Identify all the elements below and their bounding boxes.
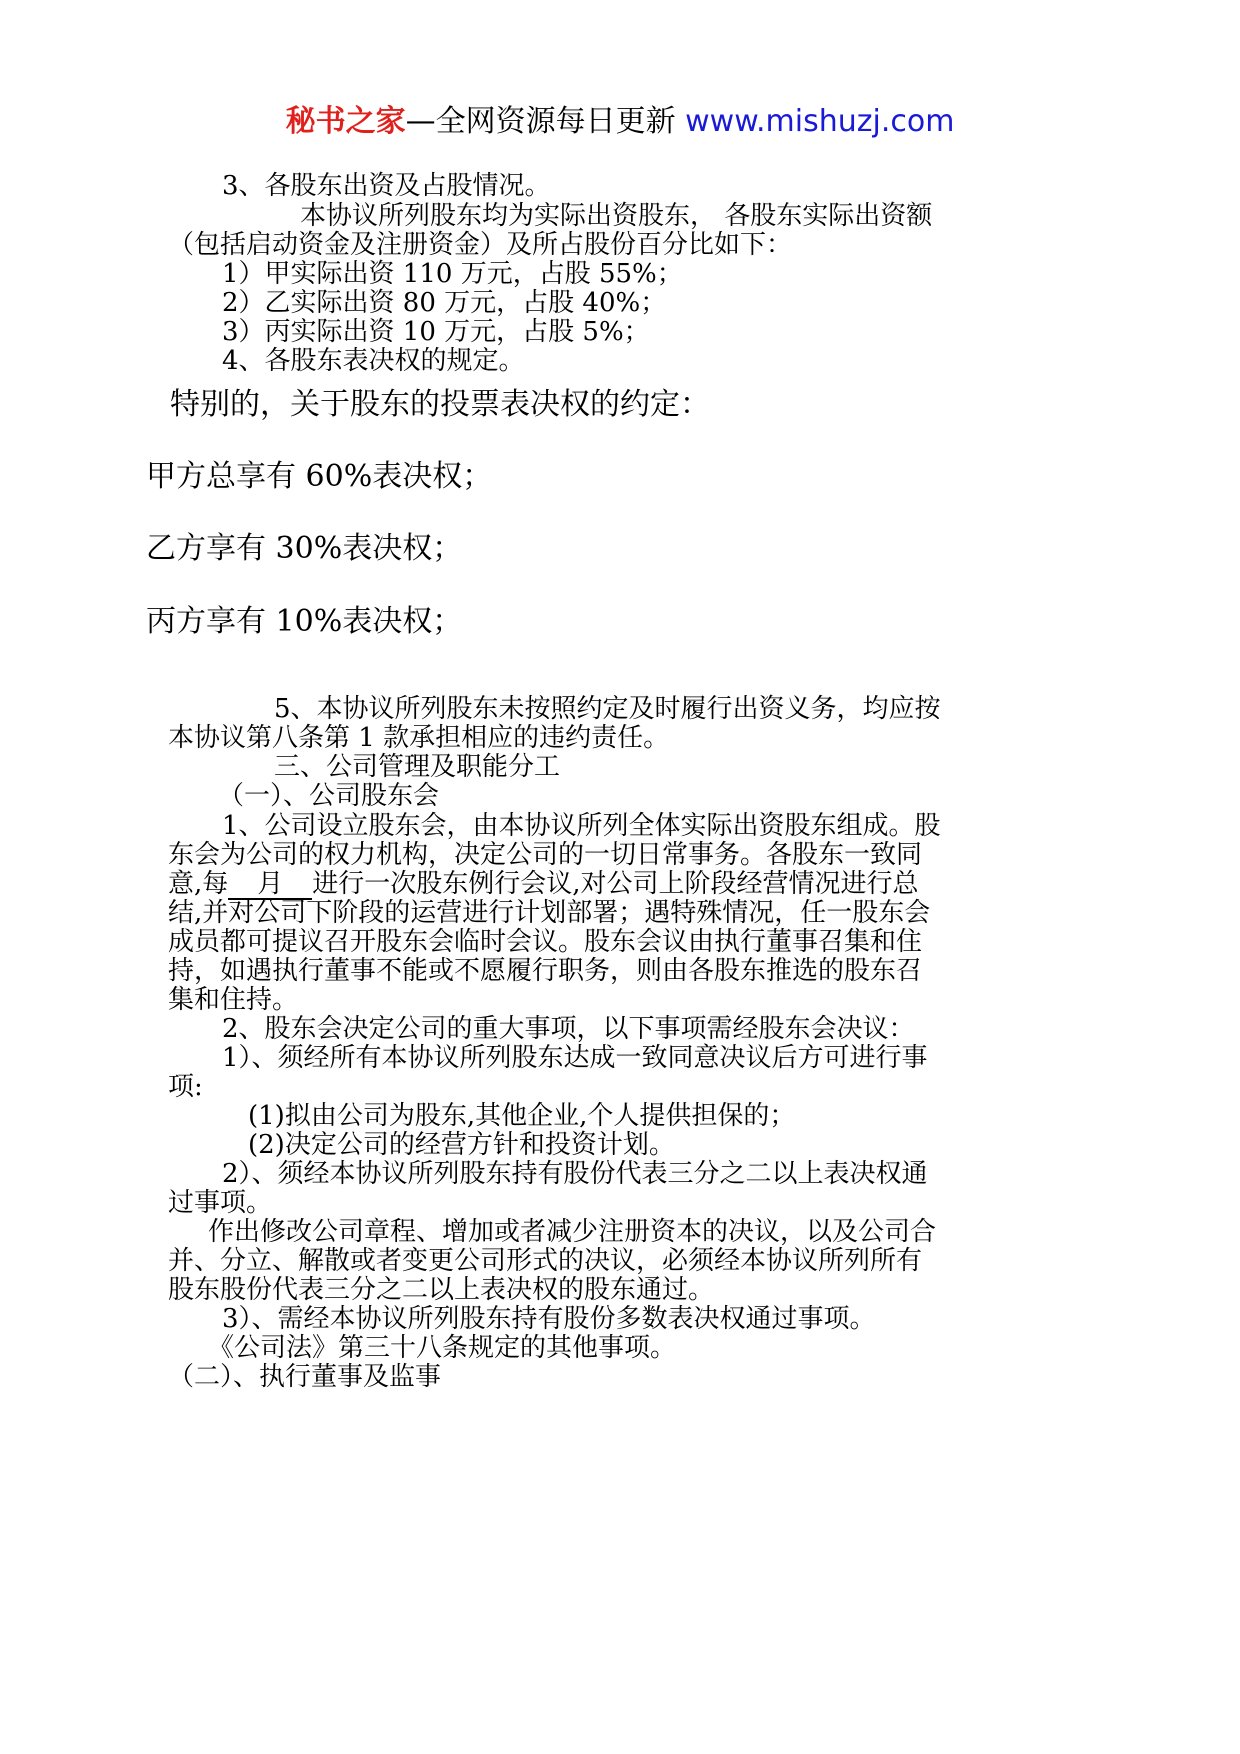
list-item: 1）甲实际出资 110 万元，占股 55%； xyxy=(222,259,683,289)
text-segment: 意,每 xyxy=(168,869,229,899)
subsection-heading: （一）、公司股东会 xyxy=(218,781,440,811)
paragraph-line: 作出修改公司章程、增加或者减少注册资本的决议，以及公司合 xyxy=(208,1217,937,1247)
paragraph-line: 股东股份代表三分之二以上表决权的股东通过。 xyxy=(168,1275,715,1305)
paragraph-line: 本协议所列股东均为实际出资股东， 各股东实际出资额 xyxy=(300,201,933,231)
section-heading-shareholding: 3、各股东出资及占股情况。 xyxy=(222,171,551,201)
brand-name: 秘书之家 xyxy=(285,104,406,139)
voting-item-jia: 甲方总享有 60%表决权； xyxy=(146,459,493,494)
paragraph-line: （包括启动资金及注册资金）及所占股份百分比如下： xyxy=(168,230,793,260)
paragraph-line: 本协议第八条第 1 款承担相应的违约责任。 xyxy=(168,723,670,753)
paragraph-line: 《公司法》第三十八条规定的其他事项。 xyxy=(208,1333,677,1363)
text-segment: 进行一次股东例行会议,对公司上阶段经营情况进行总 xyxy=(312,869,919,899)
site-header xyxy=(0,102,1240,142)
paragraph-line: 2）、须经本协议所列股东持有股份代表三分之二以上表决权通 xyxy=(222,1159,928,1189)
paragraph-line: 东会为公司的权力机构，决定公司的一切日常事务。各股东一致同 xyxy=(168,840,923,870)
paragraph-line: 持，如遇执行董事不能或不愿履行职务，则由各股东推选的股东召 xyxy=(168,956,923,986)
paragraph-line: 5、本协议所列股东未按照约定及时履行出资义务，均应按 xyxy=(274,694,941,724)
paragraph-line: 3）、需经本协议所列股东持有股份多数表决权通过事项。 xyxy=(222,1304,876,1334)
paragraph-line: 项: xyxy=(168,1072,203,1102)
voting-intro: 特别的，关于股东的投票表决权的约定： xyxy=(170,387,710,422)
list-item: (1)拟由公司为股东,其他企业,个人提供担保的； xyxy=(248,1101,796,1131)
paragraph-line: 结,并对公司下阶段的运营进行计划部署；遇特殊情况，任一股东会 xyxy=(168,898,931,928)
paragraph-line: 成员都可提议召开股东会临时会议。股东会议由执行董事召集和住 xyxy=(168,927,923,957)
voting-item-yi: 乙方享有 30%表决权； xyxy=(146,531,463,566)
paragraph-line: 并、分立、解散或者变更公司形式的决议，必须经本协议所列所有 xyxy=(168,1246,923,1276)
paragraph-line: 过事项。 xyxy=(168,1188,273,1218)
section-heading-voting: 4、各股东表决权的规定。 xyxy=(222,346,525,376)
header-slogan: —全网资源每日更新 xyxy=(405,104,676,139)
section-heading-management: 三、公司管理及职能分工 xyxy=(274,752,561,782)
subsection-heading: （二）、执行董事及监事 xyxy=(168,1362,442,1392)
list-item: 3）丙实际出资 10 万元，占股 5%； xyxy=(222,317,650,347)
list-item: 2）乙实际出资 80 万元，占股 40%； xyxy=(222,288,667,318)
paragraph-line: 集和住持。 xyxy=(168,985,299,1015)
paragraph-line xyxy=(168,868,919,900)
blank-month-field: 月 xyxy=(228,870,312,900)
paragraph-line: 1）、须经所有本协议所列股东达成一致同意决议后方可进行事 xyxy=(222,1043,928,1073)
paragraph-line: 1、公司设立股东会，由本协议所列全体实际出资股东组成。股 xyxy=(222,811,941,841)
voting-item-bing: 丙方享有 10%表决权； xyxy=(146,604,463,639)
site-url[interactable]: www.mishuzj.com xyxy=(685,104,955,139)
paragraph-line: 2、股东会决定公司的重大事项，以下事项需经股东会决议： xyxy=(222,1014,915,1044)
list-item: (2)决定公司的经营方针和投资计划。 xyxy=(248,1130,675,1160)
